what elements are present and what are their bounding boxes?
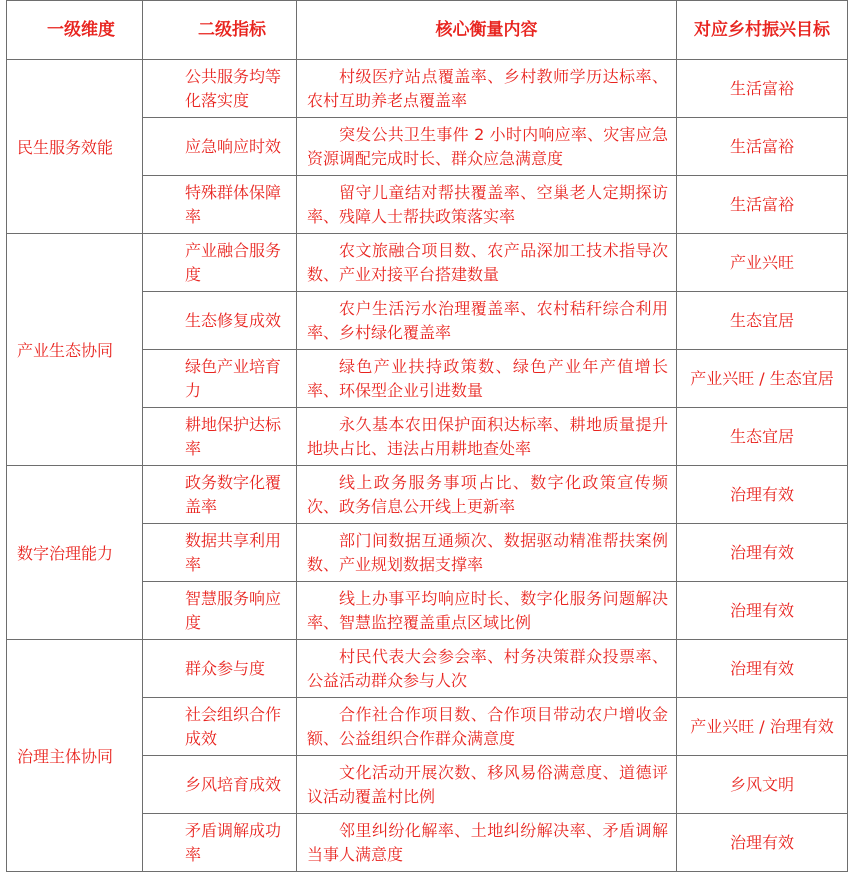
revitalization-goal-cell: 治理有效 xyxy=(677,814,848,872)
core-measurement-content-cell: 文化活动开展次数、移风易俗满意度、道德评议活动覆盖村比例 xyxy=(297,756,677,814)
revitalization-goal-cell: 治理有效 xyxy=(677,466,848,524)
revitalization-goal-cell: 治理有效 xyxy=(677,524,848,582)
revitalization-goal-cell: 生活富裕 xyxy=(677,176,848,234)
core-measurement-content-cell: 合作社合作项目数、合作项目带动农户增收金额、公益组织合作群众满意度 xyxy=(297,698,677,756)
second-level-indicator-cell: 产业融合服务度 xyxy=(143,234,297,292)
table-row xyxy=(7,640,848,698)
revitalization-goal-cell: 生活富裕 xyxy=(677,60,848,118)
core-measurement-content-cell: 永久基本农田保护面积达标率、耕地质量提升地块占比、违法占用耕地查处率 xyxy=(297,408,677,466)
table-header-row xyxy=(7,1,848,60)
revitalization-goal-cell: 生态宜居 xyxy=(677,292,848,350)
revitalization-goal-cell: 产业兴旺 xyxy=(677,234,848,292)
second-level-indicator-cell: 乡风培育成效 xyxy=(143,756,297,814)
core-measurement-content-cell: 线上办事平均响应时长、数字化服务问题解决率、智慧监控覆盖重点区域比例 xyxy=(297,582,677,640)
header-rural-revitalization-goal: 对应乡村振兴目标 xyxy=(677,1,848,60)
core-measurement-content-cell: 邻里纠纷化解率、土地纠纷解决率、矛盾调解当事人满意度 xyxy=(297,814,677,872)
revitalization-goal-cell: 治理有效 xyxy=(677,640,848,698)
second-level-indicator-cell: 生态修复成效 xyxy=(143,292,297,350)
table-row xyxy=(7,60,848,118)
second-level-indicator-cell: 应急响应时效 xyxy=(143,118,297,176)
revitalization-goal-cell: 生态宜居 xyxy=(677,408,848,466)
table-body xyxy=(7,60,848,872)
second-level-indicator-cell: 公共服务均等化落实度 xyxy=(143,60,297,118)
core-measurement-content-cell: 农文旅融合项目数、农产品深加工技术指导次数、产业对接平台搭建数量 xyxy=(297,234,677,292)
core-measurement-content-cell: 绿色产业扶持政策数、绿色产业年产值增长率、环保型企业引进数量 xyxy=(297,350,677,408)
first-level-dimension-cell: 治理主体协同 xyxy=(7,640,143,872)
revitalization-goal-cell: 产业兴旺 / 生态宜居 xyxy=(677,350,848,408)
revitalization-goal-cell: 乡风文明 xyxy=(677,756,848,814)
first-level-dimension-cell: 数字治理能力 xyxy=(7,466,143,640)
second-level-indicator-cell: 绿色产业培育力 xyxy=(143,350,297,408)
second-level-indicator-cell: 矛盾调解成功率 xyxy=(143,814,297,872)
core-measurement-content-cell: 部门间数据互通频次、数据驱动精准帮扶案例数、产业规划数据支撑率 xyxy=(297,524,677,582)
core-measurement-content-cell: 村民代表大会参会率、村务决策群众投票率、公益活动群众参与人次 xyxy=(297,640,677,698)
second-level-indicator-cell: 政务数字化覆盖率 xyxy=(143,466,297,524)
second-level-indicator-cell: 特殊群体保障率 xyxy=(143,176,297,234)
header-first-level-dimension: 一级维度 xyxy=(7,1,143,60)
second-level-indicator-cell: 智慧服务响应度 xyxy=(143,582,297,640)
first-level-dimension-cell: 产业生态协同 xyxy=(7,234,143,466)
revitalization-goal-cell: 生活富裕 xyxy=(677,118,848,176)
core-measurement-content-cell: 农户生活污水治理覆盖率、农村秸秆综合利用率、乡村绿化覆盖率 xyxy=(297,292,677,350)
table-row xyxy=(7,234,848,292)
second-level-indicator-cell: 数据共享利用率 xyxy=(143,524,297,582)
second-level-indicator-cell: 社会组织合作成效 xyxy=(143,698,297,756)
core-measurement-content-cell: 留守儿童结对帮扶覆盖率、空巢老人定期探访率、残障人士帮扶政策落实率 xyxy=(297,176,677,234)
core-measurement-content-cell: 村级医疗站点覆盖率、乡村教师学历达标率、农村互助养老点覆盖率 xyxy=(297,60,677,118)
second-level-indicator-cell: 耕地保护达标率 xyxy=(143,408,297,466)
revitalization-goal-cell: 治理有效 xyxy=(677,582,848,640)
indicator-table xyxy=(6,0,848,872)
revitalization-goal-cell: 产业兴旺 / 治理有效 xyxy=(677,698,848,756)
header-second-level-indicator: 二级指标 xyxy=(143,1,297,60)
table-row xyxy=(7,466,848,524)
second-level-indicator-cell: 群众参与度 xyxy=(143,640,297,698)
core-measurement-content-cell: 线上政务服务事项占比、数字化政策宣传频次、政务信息公开线上更新率 xyxy=(297,466,677,524)
header-core-measurement-content: 核心衡量内容 xyxy=(297,1,677,60)
core-measurement-content-cell: 突发公共卫生事件 2 小时内响应率、灾害应急资源调配完成时长、群众应急满意度 xyxy=(297,118,677,176)
first-level-dimension-cell: 民生服务效能 xyxy=(7,60,143,234)
